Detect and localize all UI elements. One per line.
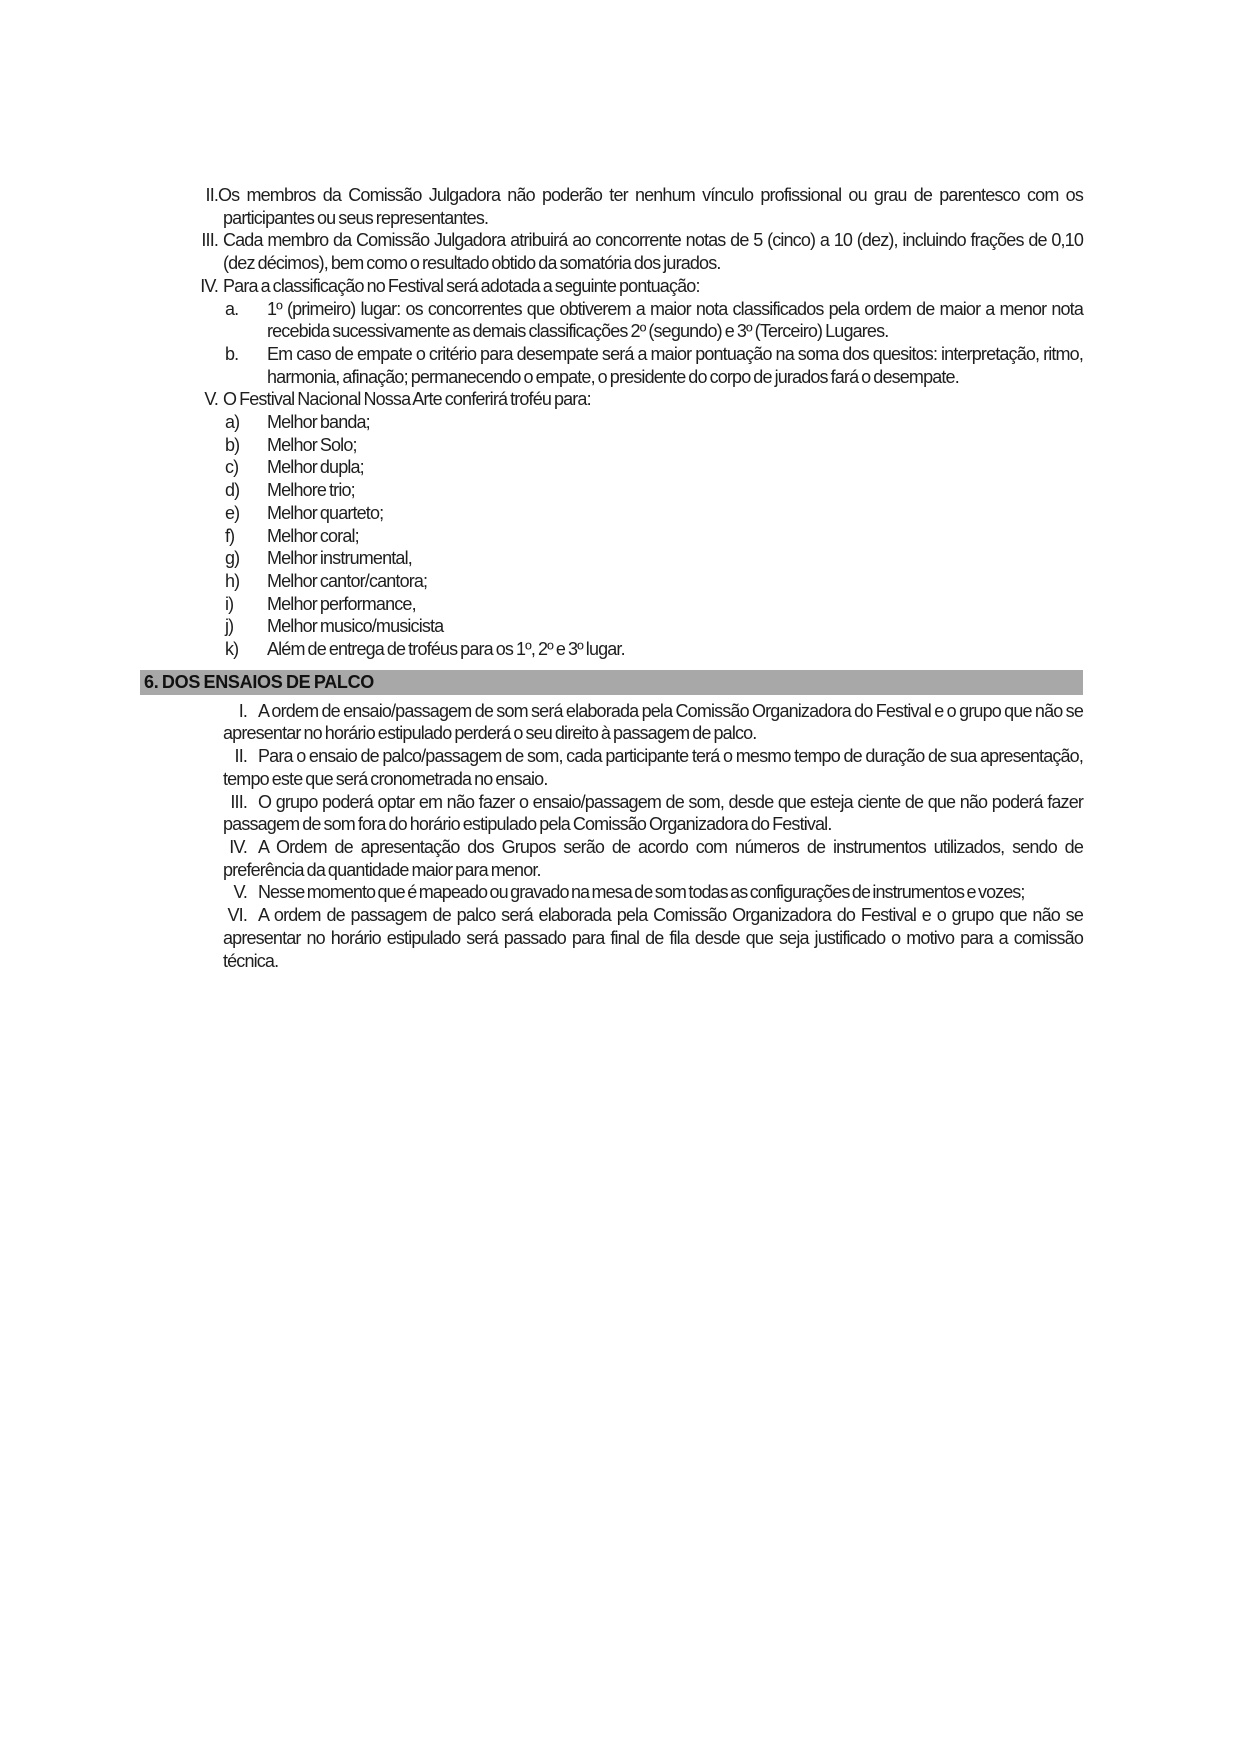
sublist-item-a-dot bbox=[140, 298, 1083, 343]
list-text: 1º (primeiro) lugar: os concorrentes que obtiverem a maior nota classificados pela ordem de maior a menor nota recebida sucessivamente as demais classificações 2º (segundo) e 3º (Terceiro) Lugares. bbox=[267, 298, 1083, 342]
list-text: Melhore trio; bbox=[267, 480, 355, 501]
list-marker: b) bbox=[225, 434, 240, 455]
list-text: Os membros da Comissão Julgadora não poderão ter nenhum vínculo profissional ou grau de parentesco com os participantes ou seus representantes. bbox=[218, 185, 1083, 228]
paragraph-text: A ordem de ensaio/passagem de som será elaborada pela Comissão Organizadora do Festival e o grupo que não se apresentar no horário estipulado perderá o seu direito à passagem de palco. bbox=[223, 700, 1083, 744]
list-marker: f) bbox=[225, 525, 235, 546]
paragraph-marker: II. bbox=[234, 746, 247, 767]
list-marker: V. bbox=[204, 389, 218, 410]
list-marker: g) bbox=[225, 548, 240, 569]
sublist-item-f bbox=[140, 525, 1083, 548]
list-text: Além de entrega de troféus para os 1º, 2º e 3º lugar. bbox=[267, 639, 625, 660]
list-marker: II. bbox=[205, 185, 218, 205]
sublist-item-b-dot bbox=[140, 343, 1083, 388]
list-marker: i) bbox=[225, 593, 234, 614]
sublist-item-g bbox=[140, 547, 1083, 570]
list-item-iv bbox=[140, 275, 1083, 298]
section-heading-bar bbox=[140, 670, 1083, 695]
sublist-item-c bbox=[140, 456, 1083, 479]
paragraph-ii bbox=[140, 745, 1083, 790]
list-marker: a) bbox=[225, 412, 240, 433]
paragraph-text: Nesse momento que é mapeado ou gravado na mesa de som todas as configurações de instrumentos e vozes; bbox=[258, 882, 1025, 903]
sublist-item-b bbox=[140, 434, 1083, 457]
paragraph-i bbox=[140, 700, 1083, 745]
list-text: Melhor quarteto; bbox=[267, 502, 384, 523]
sublist-item-e bbox=[140, 502, 1083, 525]
paragraph-marker: III. bbox=[230, 791, 247, 812]
sublist-item-j bbox=[140, 615, 1083, 638]
sublist-item-a bbox=[140, 411, 1083, 434]
list-text: Cada membro da Comissão Julgadora atribuirá ao concorrente notas de 5 (cinco) a 10 (dez), incluindo frações de 0,10 (dez décimos), bem como o resultado obtido da somatória dos jurados. bbox=[223, 230, 1083, 274]
paragraph-marker: IV. bbox=[229, 836, 247, 857]
list-text: O Festival Nacional Nossa Arte conferirá troféu para: bbox=[223, 389, 591, 410]
list-text: Melhor coral; bbox=[267, 525, 359, 546]
list-text: Melhor performance, bbox=[267, 593, 416, 614]
list-marker: d) bbox=[225, 480, 240, 501]
list-marker: a. bbox=[225, 298, 239, 319]
list-marker: c) bbox=[225, 457, 239, 478]
list-text: Em caso de empate o critério para desempate será a maior pontuação na soma dos quesitos: interpretação, ritmo, harmonia, afinação; permanecendo o empate, o presidente do corpo de jurados fará o desempate. bbox=[267, 343, 1083, 387]
paragraph-marker: V. bbox=[233, 882, 247, 903]
paragraph-iii bbox=[140, 791, 1083, 836]
list-item-ii bbox=[140, 184, 1083, 229]
list-marker: IV. bbox=[200, 275, 218, 296]
paragraph-text: A ordem de passagem de palco será elaborada pela Comissão Organizadora do Festival e o grupo que não se apresentar no horário estipulado será passado para final de fila desde que seja justificado o motivo para a comissão técnica. bbox=[223, 905, 1083, 971]
list-marker: e) bbox=[225, 502, 240, 523]
sublist-item-i bbox=[140, 593, 1083, 616]
list-item-iii bbox=[140, 229, 1083, 274]
list-marker: j) bbox=[225, 616, 234, 637]
list-marker: III. bbox=[201, 230, 218, 251]
list-marker: k) bbox=[225, 639, 239, 660]
paragraph-text: Para o ensaio de palco/passagem de som, cada participante terá o mesmo tempo de duração de sua apresentação, tempo este que será cronometrada no ensaio. bbox=[223, 746, 1083, 789]
paragraph-marker: VI. bbox=[227, 905, 247, 926]
paragraph-v bbox=[140, 881, 1083, 904]
list-marker: b. bbox=[225, 343, 239, 364]
document-content bbox=[140, 184, 1083, 972]
sublist-item-d bbox=[140, 479, 1083, 502]
sublist-item-k bbox=[140, 638, 1083, 661]
paragraph-iv bbox=[140, 836, 1083, 881]
paragraph-text: O grupo poderá optar em não fazer o ensaio/passagem de som, desde que esteja ciente de que não poderá fazer passagem de som fora do horário estipulado pela Comissão Organizadora do Festival. bbox=[223, 791, 1083, 835]
list-text: Melhor instrumental, bbox=[267, 548, 412, 569]
sublist-item-h bbox=[140, 570, 1083, 593]
paragraph-marker: I. bbox=[238, 700, 247, 721]
list-text: Melhor dupla; bbox=[267, 457, 364, 478]
list-text: Melhor banda; bbox=[267, 412, 370, 433]
paragraph-vi bbox=[140, 904, 1083, 972]
list-text: Melhor musico/musicista bbox=[267, 616, 444, 637]
list-text: Para a classificação no Festival será adotada a seguinte pontuação: bbox=[223, 275, 700, 296]
paragraph-text: A Ordem de apresentação dos Grupos serão de acordo com números de instrumentos utilizados, sendo de preferência da quantidade maior para menor. bbox=[223, 836, 1083, 880]
list-text: Melhor Solo; bbox=[267, 434, 357, 455]
list-marker: h) bbox=[225, 570, 240, 591]
list-item-v bbox=[140, 388, 1083, 411]
section-heading-text: 6. DOS ENSAIOS DE PALCO bbox=[144, 671, 375, 692]
list-text: Melhor cantor/cantora; bbox=[267, 570, 428, 591]
